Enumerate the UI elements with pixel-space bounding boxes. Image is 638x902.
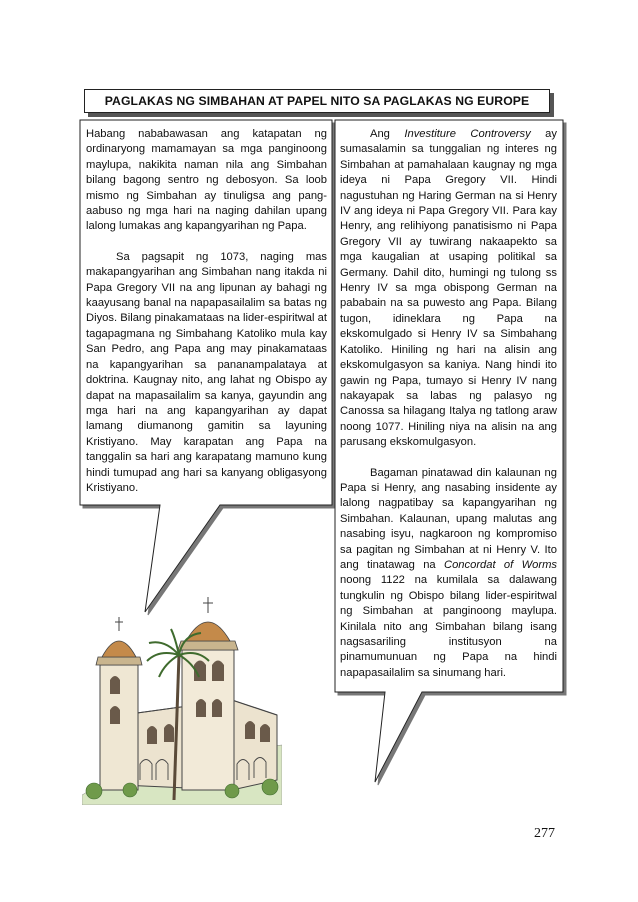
concordat-of-worms-term: Concordat of Worms: [443, 558, 557, 571]
right-p2-lead: Bagaman pinatawad din kalaunan ng Papa si Henry, ang nasabing insidente ay lalong nagpatibay sa kapangyarihan ng Simbahan. Kalaunan, upang malutas ang nasabing isyu, nagkaroon ng kompromiso sa pagitan ng Simbahan at ni Henry V. Ito ang tinatawag na: [340, 466, 557, 571]
page-number: 277: [534, 826, 555, 841]
right-p1-lead: Ang: [370, 128, 405, 140]
left-paragraph-2: Sa pagsapit ng 1073, naging mas makapangyarihan ang Simbahan nang itakda ni Papa Gregory VII na ang lipunan ay bahagi ng kaayusang banal na napapasailalim sa batas ng Diyos. Bilang pinakamataas na lider-espiritwal at tagapagmana ng Simbahang Katoliko mula kay San Pedro, ang Papa ang may pinakamataas na kapangyarihan sa pananampalataya at doktrina. Kaugnay nito, ang lahat ng Obispo ay dapat na mapasailalim sa kanya, gayundin ang mga hari na ang kapangyarihan ay dapat lamang diumanong gamitin sa layuning Kristiyano. May karapatan ang Papa na tanggalin sa hari ang karapatang mamuno kung hindi tumupad ang hari sa kanyang obligasyong Kristiyano.: [86, 250, 327, 494]
right-column-text: [340, 127, 557, 681]
right-p2-body: noong 1122 na kumilala sa dalawang tungkulin ng Obispo bilang lider-espiritwal ng Simbahan at panginoong maylupa. Kinilala nito ang Simbahan bilang isang nagsasariling institusyon na pinamumunuan ng Papa na hindi napapasailalim sa sinumang hari.: [340, 574, 557, 679]
investiture-controversy-term: Investiture Controversy: [404, 128, 531, 140]
left-paragraph-1: Habang nababawasan ang katapatan ng ordinaryong mamamayan sa mga panginoong maylupa, nakikita naman nila ang Simbahan bilang bagong sentro ng debosyon. Sa loob mismo ng Simbahan ay tinuligsa ang pang-aabuso ng mga hari na naging dahilan upang lalong lumakas ang kapangyarihan ng Papa.: [86, 128, 327, 233]
right-paragraph-2: [340, 466, 557, 682]
right-paragraph-1: [340, 127, 557, 451]
church-illustration: [82, 595, 282, 805]
right-p1-body: ay sumasalamin sa tunggalian ng interes ng Simbahan at pamahalaan kaugnay ng mga ideya ni Papa Gregory VII. Hindi nagustuhan ng Haring German na si Henry IV ang ideya ni Papa Gregory VII. Para kay Henry, ang relihiyong panatisismo ni Papa Gregory VII ay tuwirang nakaapekto sa mga kaugalian at usaping politikal sa Germany. Dahil dito, humingi ng tulong ss Henry IV sa mga obispong German na pababain na sa puwesto ang Papa. Bilang tugon, idineklara ng Papa na ekskomulgado si Henry IV sa Simbahang Katoliko. Hiniling ng hari na alisin ang ekskomulgasyon sa kaniya. Nang hindi ito gawin ng Papa, tumayo si Henry IV nang nakayapak sa labas ng palasyo ng Canossa sa hilagang Italya ng tatlong araw noong 1077. Hiniling niya na alisin na ang parusang ekskomulgasyon.: [340, 128, 557, 449]
left-column-text: [86, 127, 327, 496]
section-title: PAGLAKAS NG SIMBAHAN AT PAPEL NITO SA PAGLAKAS NG EUROPE: [104, 94, 530, 108]
